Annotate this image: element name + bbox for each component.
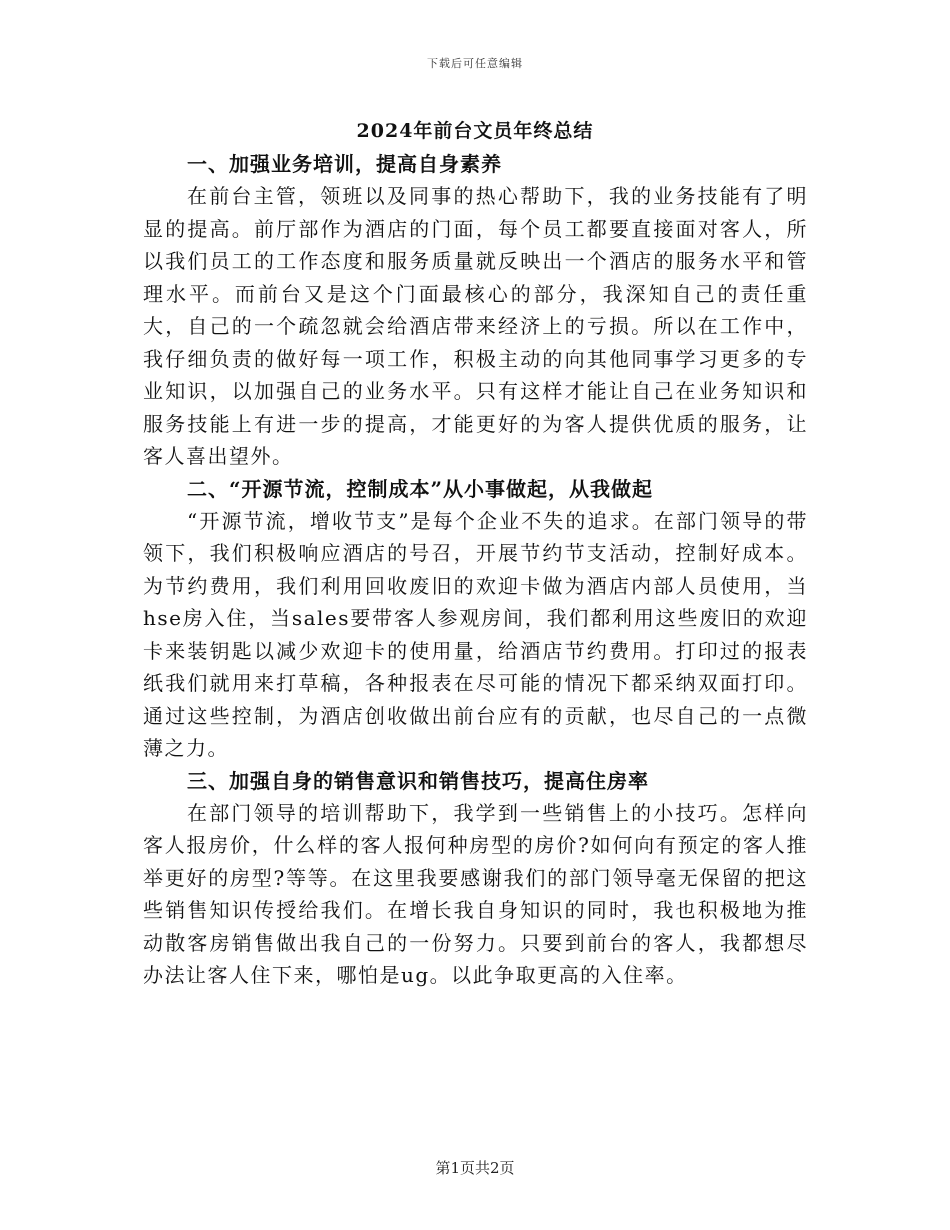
section-heading: 二、“开源节流，控制成本”从小事做起，从我做起 bbox=[187, 476, 654, 501]
section-paragraph: 在前台主管，领班以及同事的热心帮助下，我的业务技能有了明显的提高。前厅部作为酒店的门面，每个员工都要直接面对客人，所以我们员工的工作态度和服务质量就反映出一个酒店的服务水平和管理水平。而前台又是这个门面最核心的部分，我深知自己的责任重大，自己的一个疏忽就会给酒店带来经济上的亏损。所以在工作中，我仔细负责的做好每一项工作，积极主动的向其他同事学习更多的专业知识，以加强自己的业务水平。只有这样才能让自己在业务知识和服务技能上有进一步的提高，才能更好的为客人提供优质的服务，让客人喜出望外。 bbox=[143, 184, 808, 468]
section-paragraph: “开源节流，增收节支”是每个企业不失的追求。在部门领导的带领下，我们积极响应酒店的号召，开展节约节支活动，控制好成本。为节约费用，我们利用回收废旧的欢迎卡做为酒店内部人员使用，当hse房入住，当sales要带客人参观房间，我们都利用这些废旧的欢迎卡来装钥匙以减少欢迎卡的使用量，给酒店节约费用。打印过的报表纸我们就用来打草稿，各种报表在尽可能的情况下都采纳双面打印。通过这些控制，为酒店创收做出前台应有的贡献，也尽自己的一点微薄之力。 bbox=[143, 508, 808, 760]
document-title: 2024年前台文员年终总结 bbox=[356, 120, 594, 142]
section-paragraph: 在部门领导的培训帮助下，我学到一些销售上的小技巧。怎样向客人报房价，什么样的客人报何种房型的房价?如何向有预定的客人推举更好的房型?等等。在这里我要感谢我们的部门领导毫无保留的把这些销售知识传授给我们。在增长我自身知识的同时，我也积极地为推动散客房销售做出我自己的一份努力。只要到前台的客人，我都想尽办法让客人住下来，哪怕是ug。以此争取更高的入住率。 bbox=[143, 800, 808, 987]
page-number-footer: 第1页共2页 bbox=[435, 1159, 515, 1177]
section-sales-skills bbox=[143, 765, 808, 992]
section-heading: 一、加强业务培训，提高自身素养 bbox=[187, 152, 502, 176]
section-business-training bbox=[143, 148, 808, 473]
section-heading: 三、加强自身的销售意识和销售技巧，提高住房率 bbox=[187, 768, 649, 793]
section-cost-control bbox=[143, 473, 808, 765]
document-body bbox=[143, 148, 808, 992]
page-header-note: 下载后可任意编辑 bbox=[427, 57, 523, 70]
